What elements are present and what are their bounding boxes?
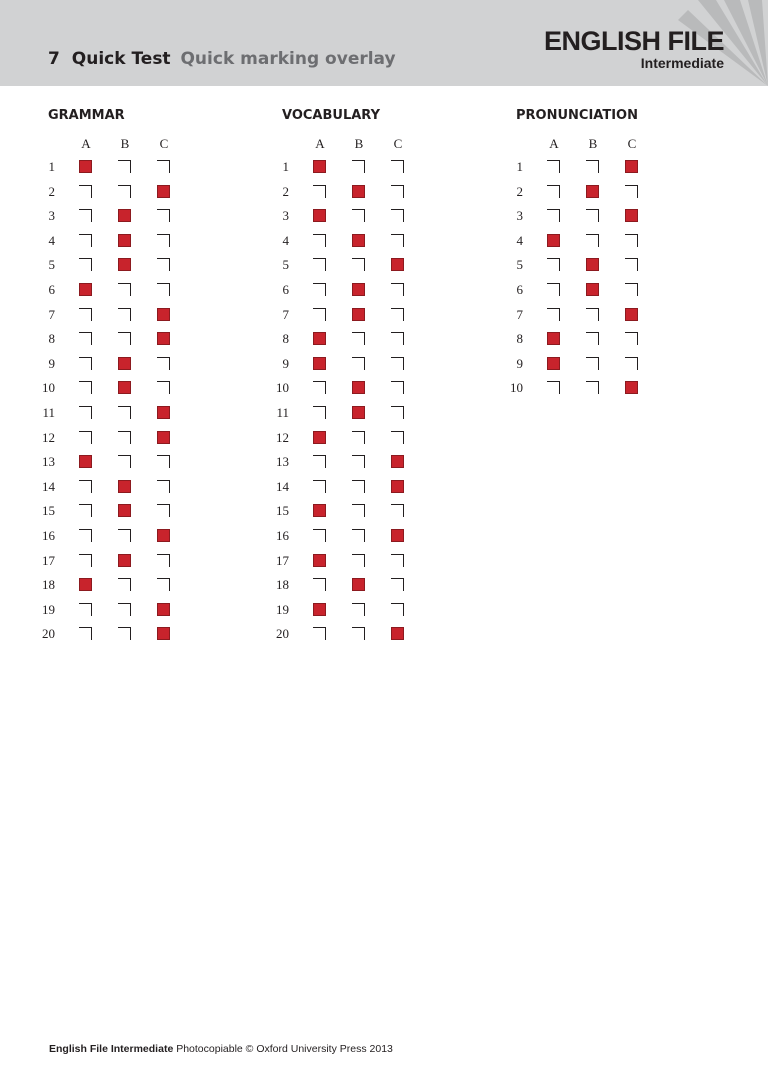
answer-box-c	[157, 209, 170, 222]
question-number: 18	[42, 577, 55, 593]
question-number: 17	[42, 552, 55, 568]
answer-box-b	[352, 603, 365, 616]
question-number: 14	[276, 478, 289, 494]
answer-box-c	[157, 554, 170, 567]
question-number: 10	[42, 380, 55, 396]
test-subtitle: Quick marking overlay	[180, 49, 396, 69]
answer-box-b	[352, 529, 365, 542]
answer-mark-c	[157, 332, 170, 345]
question-number: 16	[42, 528, 55, 543]
answer-box-c	[391, 381, 404, 394]
question-number: 3	[516, 208, 523, 224]
answer-box-c	[157, 357, 170, 370]
brand-name: ENGLISH FILE	[543, 26, 724, 56]
answer-box-a	[79, 258, 92, 271]
question-number: 4	[282, 232, 289, 248]
answer-box-c	[625, 332, 638, 345]
question-number: 3	[282, 208, 289, 224]
answer-box-a	[313, 185, 326, 198]
question-number: 12	[276, 429, 289, 445]
answer-box-b	[352, 455, 365, 468]
answer-box-a	[547, 185, 560, 198]
answer-box-a	[313, 308, 326, 321]
answer-box-b	[118, 406, 131, 419]
question-number: 14	[42, 478, 55, 494]
answer-mark-c	[625, 381, 638, 394]
answer-box-b	[352, 332, 365, 345]
answer-box-b	[586, 160, 599, 173]
answer-mark-b	[118, 480, 131, 493]
answer-mark-b	[118, 357, 131, 370]
answer-box-c	[391, 160, 404, 173]
answer-mark-a	[547, 357, 560, 370]
question-number: 5	[48, 257, 55, 273]
answer-box-b	[352, 258, 365, 271]
question-number: 5	[516, 257, 523, 273]
answer-box-c	[391, 308, 404, 321]
answer-mark-b	[118, 234, 131, 247]
column-header-b: B	[588, 136, 598, 151]
answer-mark-c	[157, 529, 170, 542]
question-number: 1	[282, 159, 289, 174]
answer-box-a	[313, 234, 326, 247]
column-header-c: C	[627, 136, 637, 151]
answer-box-a	[547, 209, 560, 222]
answer-box-b	[118, 185, 131, 198]
answer-box-a	[313, 258, 326, 271]
answer-box-a	[313, 381, 326, 394]
question-number: 16	[276, 528, 289, 543]
answer-mark-a	[313, 554, 326, 567]
question-number: 12	[42, 429, 55, 445]
answer-box-a	[79, 357, 92, 370]
answer-mark-a	[313, 160, 326, 173]
answer-box-c	[625, 185, 638, 198]
answer-box-c	[157, 578, 170, 591]
question-number: 6	[282, 282, 289, 297]
answer-box-b	[586, 209, 599, 222]
answer-box-a	[313, 455, 326, 468]
question-number: 3	[48, 208, 55, 224]
answer-box-c	[391, 234, 404, 247]
answer-box-a	[79, 627, 92, 640]
section-title: VOCABULARY	[282, 108, 381, 123]
answer-box-c	[625, 357, 638, 370]
answer-mark-c	[157, 603, 170, 616]
question-number: 7	[282, 306, 289, 322]
answer-box-b	[352, 480, 365, 493]
question-number: 18	[276, 577, 289, 593]
answer-box-b	[118, 160, 131, 173]
answer-mark-c	[157, 627, 170, 640]
answer-box-a	[313, 529, 326, 542]
answer-box-b	[352, 431, 365, 444]
answer-box-b	[586, 308, 599, 321]
answer-box-b	[118, 455, 131, 468]
answer-box-a	[79, 234, 92, 247]
answer-box-c	[391, 209, 404, 222]
answer-mark-c	[157, 406, 170, 419]
question-number: 9	[282, 355, 289, 371]
answer-box-c	[391, 406, 404, 419]
section-title: GRAMMAR	[48, 108, 125, 123]
answer-box-a	[79, 529, 92, 542]
answer-mark-b	[352, 381, 365, 394]
question-number: 11	[42, 405, 55, 420]
answer-mark-a	[79, 578, 92, 591]
answer-mark-b	[118, 504, 131, 517]
question-number: 11	[276, 405, 289, 420]
answer-mark-a	[313, 332, 326, 345]
answer-box-a	[547, 258, 560, 271]
answer-box-c	[391, 504, 404, 517]
answer-mark-c	[391, 455, 404, 468]
answer-box-b	[118, 308, 131, 321]
answer-box-c	[391, 554, 404, 567]
answer-box-a	[313, 578, 326, 591]
answer-box-b	[118, 431, 131, 444]
answer-mark-a	[547, 332, 560, 345]
answer-box-b	[118, 578, 131, 591]
column-header-c: C	[159, 136, 169, 151]
answer-box-a	[547, 160, 560, 173]
question-number: 17	[276, 552, 289, 568]
column-header-a: A	[315, 136, 325, 151]
question-number: 8	[282, 331, 289, 347]
answer-box-c	[157, 381, 170, 394]
answer-box-a	[313, 480, 326, 493]
answer-box-a	[79, 406, 92, 419]
question-number: 19	[276, 601, 289, 617]
answer-box-a	[547, 308, 560, 321]
answer-box-a	[547, 283, 560, 296]
answer-box-a	[79, 554, 92, 567]
question-number: 2	[48, 183, 55, 199]
answer-mark-a	[547, 234, 560, 247]
question-number: 20	[42, 626, 55, 642]
question-number: 2	[282, 183, 289, 199]
answer-box-c	[391, 603, 404, 616]
question-number: 10	[276, 380, 289, 396]
answer-mark-c	[157, 431, 170, 444]
answer-mark-c	[391, 627, 404, 640]
answer-box-b	[352, 554, 365, 567]
answer-box-a	[313, 283, 326, 296]
answer-box-b	[352, 160, 365, 173]
answer-box-b	[586, 332, 599, 345]
question-number: 4	[516, 232, 523, 248]
answer-box-a	[313, 627, 326, 640]
answer-mark-c	[625, 308, 638, 321]
brand-level: Intermediate	[640, 55, 724, 71]
answer-mark-b	[352, 234, 365, 247]
answer-mark-b	[352, 283, 365, 296]
answer-box-c	[625, 234, 638, 247]
answer-box-a	[79, 381, 92, 394]
question-number: 13	[276, 454, 289, 470]
question-number: 10	[510, 380, 523, 396]
question-number: 5	[282, 257, 289, 273]
column-header-a: A	[549, 136, 559, 151]
answer-box-b	[352, 504, 365, 517]
answer-mark-b	[586, 258, 599, 271]
question-number: 15	[276, 503, 289, 519]
answer-mark-b	[352, 578, 365, 591]
answer-mark-a	[79, 160, 92, 173]
answer-box-c	[391, 578, 404, 591]
answer-box-c	[157, 480, 170, 493]
answer-box-c	[157, 160, 170, 173]
answer-mark-b	[586, 185, 599, 198]
answer-mark-b	[352, 185, 365, 198]
footer-notice: Photocopiable © Oxford University Press 2013	[176, 1043, 393, 1055]
answer-box-c	[157, 234, 170, 247]
answer-box-a	[79, 332, 92, 345]
answer-mark-c	[157, 185, 170, 198]
question-number: 1	[48, 159, 55, 174]
footer-book: English File Intermediate	[49, 1043, 174, 1055]
answer-box-c	[391, 357, 404, 370]
answer-box-a	[79, 185, 92, 198]
answer-box-a	[547, 381, 560, 394]
answer-box-b	[352, 627, 365, 640]
answer-mark-c	[625, 160, 638, 173]
answer-mark-b	[118, 258, 131, 271]
answer-box-b	[118, 627, 131, 640]
column-header-a: A	[81, 136, 91, 151]
answer-box-c	[625, 283, 638, 296]
page-footer	[49, 1043, 393, 1055]
question-number: 7	[48, 306, 55, 322]
answer-box-c	[625, 258, 638, 271]
answer-mark-c	[391, 258, 404, 271]
unit-number: 7	[48, 49, 60, 69]
answer-box-a	[79, 480, 92, 493]
answer-mark-a	[313, 357, 326, 370]
answer-mark-b	[352, 308, 365, 321]
answer-mark-b	[118, 554, 131, 567]
answer-box-a	[79, 504, 92, 517]
answer-box-c	[391, 431, 404, 444]
answer-mark-a	[79, 455, 92, 468]
answer-mark-b	[118, 381, 131, 394]
question-number: 2	[516, 183, 523, 199]
answer-box-c	[391, 185, 404, 198]
answer-box-c	[157, 504, 170, 517]
answer-box-b	[352, 357, 365, 370]
answer-mark-a	[313, 603, 326, 616]
answer-box-a	[79, 308, 92, 321]
answer-box-b	[586, 381, 599, 394]
answer-mark-b	[118, 209, 131, 222]
answer-mark-a	[313, 504, 326, 517]
answer-box-b	[118, 529, 131, 542]
question-number: 6	[48, 282, 55, 297]
answer-mark-a	[79, 283, 92, 296]
answer-box-c	[157, 258, 170, 271]
question-number: 9	[516, 355, 523, 371]
answer-box-b	[118, 332, 131, 345]
answer-box-a	[79, 603, 92, 616]
answer-mark-a	[313, 431, 326, 444]
question-number: 1	[516, 159, 523, 174]
test-title: Quick Test	[71, 49, 171, 69]
question-number: 19	[42, 601, 55, 617]
answer-box-c	[157, 455, 170, 468]
answer-box-c	[157, 283, 170, 296]
question-number: 4	[48, 232, 55, 248]
answer-box-a	[313, 406, 326, 419]
answer-box-b	[586, 234, 599, 247]
question-number: 9	[48, 355, 55, 371]
section-title: PRONUNCIATION	[516, 108, 638, 123]
question-number: 8	[48, 331, 55, 347]
answer-mark-a	[313, 209, 326, 222]
page-title	[48, 49, 396, 69]
column-header-b: B	[354, 136, 364, 151]
column-header-c: C	[393, 136, 403, 151]
answer-mark-b	[352, 406, 365, 419]
answer-mark-c	[625, 209, 638, 222]
question-number: 20	[276, 626, 289, 642]
question-number: 13	[42, 454, 55, 470]
answer-box-b	[118, 603, 131, 616]
answer-box-b	[118, 283, 131, 296]
brand-logo	[544, 27, 724, 71]
answer-box-c	[391, 283, 404, 296]
answer-box-b	[586, 357, 599, 370]
answer-mark-c	[391, 480, 404, 493]
column-header-b: B	[120, 136, 130, 151]
answer-mark-c	[391, 529, 404, 542]
answer-mark-c	[157, 308, 170, 321]
question-number: 6	[516, 282, 523, 297]
question-number: 15	[42, 503, 55, 519]
answer-box-a	[79, 209, 92, 222]
question-number: 8	[516, 331, 523, 347]
answer-mark-b	[586, 283, 599, 296]
page-header	[0, 0, 768, 86]
question-number: 7	[516, 306, 523, 322]
answer-box-a	[79, 431, 92, 444]
answer-box-c	[391, 332, 404, 345]
answer-box-b	[352, 209, 365, 222]
